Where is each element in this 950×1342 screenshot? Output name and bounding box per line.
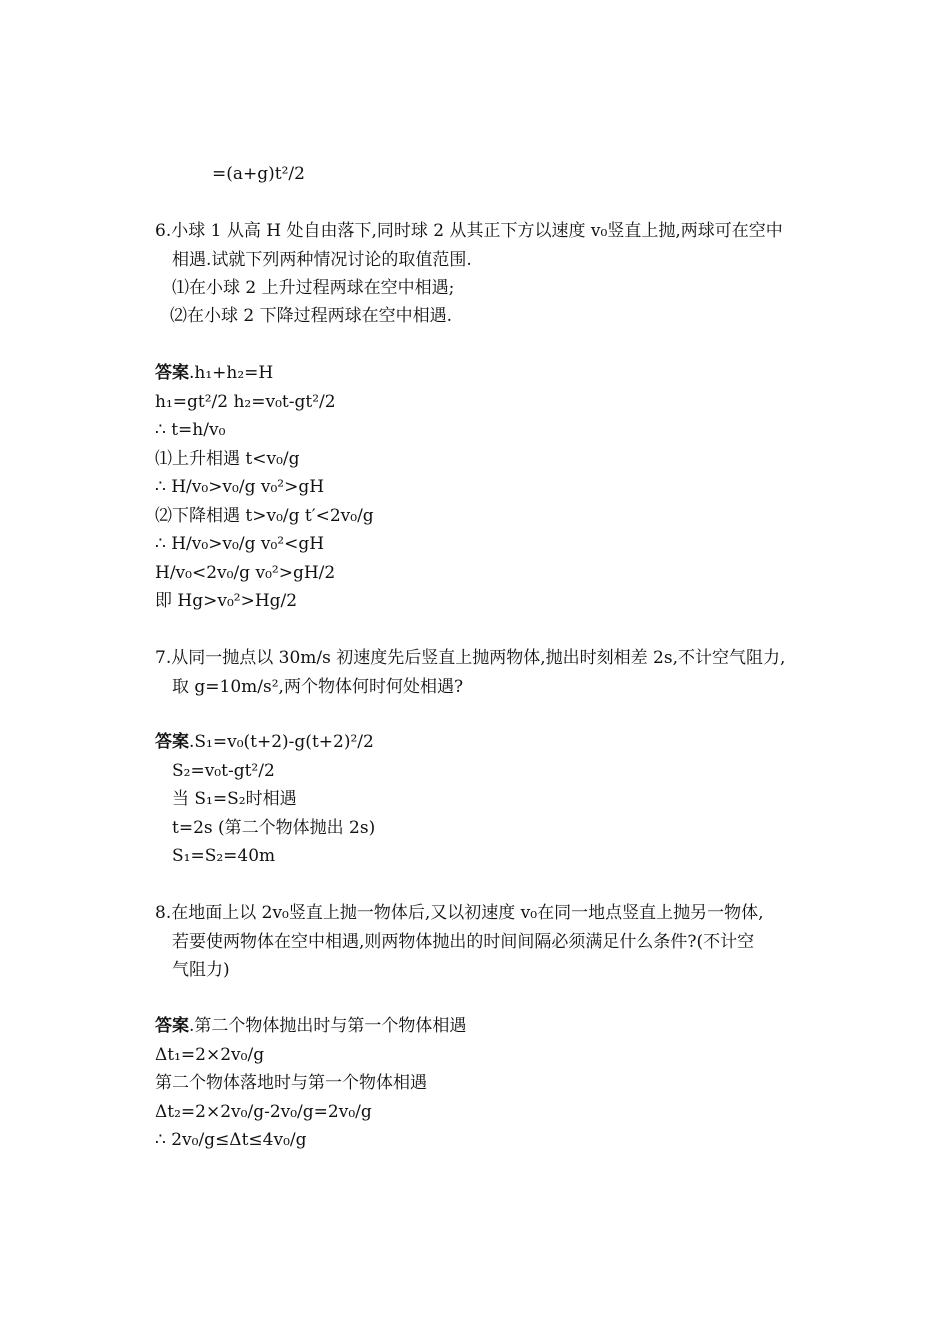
answer-6-first: .h₁+h₂=H	[189, 363, 274, 383]
answer-6-line: 即 Hg>v₀²>Hg/2	[155, 591, 298, 611]
answer-8-line: 第二个物体落地时与第一个物体相遇	[155, 1073, 427, 1093]
answer-7-label: 答案	[155, 732, 189, 752]
answer-6-line: ∴ H/v₀>v₀/g v₀²>gH	[155, 477, 325, 497]
answer-6-label: 答案	[155, 363, 189, 383]
answer-6-line: ⑵下降相遇 t>v₀/g t′<2v₀/g	[155, 506, 374, 526]
answer-6-line: ⑴上升相遇 t<v₀/g	[155, 449, 300, 469]
answer-6-line: ∴ t=h/v₀	[155, 420, 226, 440]
answer-6-first-line	[155, 362, 273, 384]
question-8-line-1: 8.在地面上以 2v₀竖直上抛一物体后,又以初速度 v₀在同一地点竖直上抛另一物体,	[155, 903, 764, 923]
answer-8-first-line	[155, 1015, 466, 1037]
question-6-part-1: ⑴在小球 2 上升过程两球在空中相遇;	[172, 278, 455, 298]
answer-8-first: .第二个物体抛出时与第一个物体相遇	[189, 1016, 467, 1036]
answer-8-line: Δt₂=2×2v₀/g-2v₀/g=2v₀/g	[155, 1102, 372, 1122]
question-6-line-1: 6.小球 1 从高 H 处自由落下,同时球 2 从其正下方以速度 v₀竖直上抛,两球可在空中	[155, 221, 783, 241]
answer-8-line: Δt₁=2×2v₀/g	[155, 1045, 265, 1065]
answer-6-line: ∴ H/v₀>v₀/g v₀²<gH	[155, 534, 325, 554]
question-6-part-2: ⑵在小球 2 下降过程两球在空中相遇.	[170, 306, 453, 326]
continued-formula: =(a+g)t²/2	[212, 164, 305, 184]
question-7-line-1: 7.从同一抛点以 30m/s 初速度先后竖直上抛两物体,抛出时刻相差 2s,不计空气阻力,	[155, 648, 786, 668]
question-8-line-2: 若要使两物体在空中相遇,则两物体抛出的时间间隔必须满足什么条件?(不计空	[172, 932, 755, 952]
question-7-line-2: 取 g=10m/s²,两个物体何时何处相遇?	[172, 677, 464, 697]
answer-8-line: ∴ 2v₀/g≤Δt≤4v₀/g	[155, 1130, 307, 1150]
question-8-line-3: 气阻力)	[172, 960, 230, 980]
answer-7-line: t=2s (第二个物体抛出 2s)	[172, 818, 376, 838]
answer-8-label: 答案	[155, 1016, 189, 1036]
answer-7-line: 当 S₁=S₂时相遇	[172, 789, 297, 809]
question-6-line-2: 相遇.试就下列两种情况讨论的取值范围.	[172, 250, 472, 270]
answer-6-line: h₁=gt²/2 h₂=v₀t-gt²/2	[155, 392, 336, 412]
answer-6-line: H/v₀<2v₀/g v₀²>gH/2	[155, 563, 336, 583]
answer-7-line: S₁=S₂=40m	[172, 846, 276, 866]
answer-7-first: .S₁=v₀(t+2)-g(t+2)²/2	[189, 732, 374, 752]
answer-7-first-line	[155, 731, 374, 753]
answer-7-line: S₂=v₀t-gt²/2	[172, 761, 275, 781]
